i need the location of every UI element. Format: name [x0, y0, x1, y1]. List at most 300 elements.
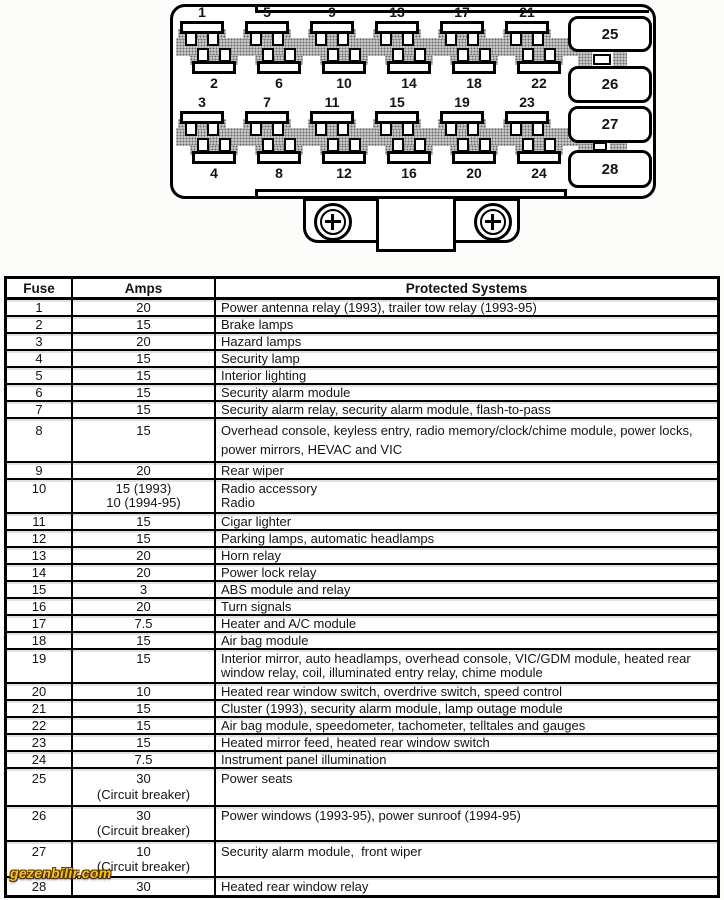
fuse-cell	[7, 385, 73, 400]
fuse-number: 8	[275, 165, 283, 181]
fuse-number-text: 23	[31, 735, 47, 750]
systems-cell	[216, 650, 717, 682]
fuse-leg	[219, 138, 231, 152]
table-row	[7, 807, 717, 842]
systems-text: Turn signals	[221, 599, 292, 614]
fuse-number: 9	[328, 4, 336, 20]
fuse-table	[4, 276, 720, 898]
systems-text: Hazard lamps	[221, 334, 302, 349]
systems-text: Air bag module, speedometer, tachometer, telltales and gauges	[221, 718, 586, 733]
fuse-number: 15	[389, 94, 405, 110]
amps-text: 15	[136, 531, 151, 546]
fuse-number: 19	[454, 94, 470, 110]
amps-text: 15	[136, 718, 151, 733]
fuse-leg	[510, 32, 522, 46]
amps-text: 20	[136, 565, 151, 580]
systems-cell	[216, 633, 717, 648]
fuse-cell	[7, 419, 73, 461]
systems-text: Heater and A/C module	[221, 616, 357, 631]
fuse-number: 11	[324, 94, 340, 110]
amps-text: 15	[136, 402, 151, 417]
amps-text: 20	[136, 463, 151, 478]
amps-cell	[73, 300, 216, 315]
systems-cell	[216, 514, 717, 529]
amps-text: 10 (1994-95)	[106, 495, 181, 510]
fuse-leg	[467, 32, 479, 46]
fuse-leg	[262, 138, 274, 152]
fuse-leg	[445, 32, 457, 46]
fuse-number-text: 24	[31, 752, 47, 767]
fuse-number-text: 16	[31, 599, 47, 614]
fuse-cell	[7, 718, 73, 733]
fuse-19	[440, 111, 484, 124]
table-row	[7, 368, 717, 385]
fuse-number: 12	[336, 165, 352, 181]
fuse-leg	[327, 138, 339, 152]
fuse-leg	[402, 32, 414, 46]
fuse-number-text: 6	[35, 385, 43, 400]
table-row	[7, 616, 717, 633]
fuse-leg	[272, 122, 284, 136]
systems-text: Rear wiper	[221, 463, 284, 478]
systems-text: Overhead console, keyless entry, radio memory/clock/chime module, power locks,	[221, 423, 693, 438]
amps-cell	[73, 807, 216, 840]
table-row	[7, 300, 717, 317]
amps-cell	[73, 650, 216, 682]
amps-text: 10	[136, 844, 151, 859]
fuse-number-text: 17	[31, 616, 47, 631]
amps-text: (Circuit breaker)	[96, 859, 191, 874]
systems-cell	[216, 531, 717, 546]
fuse-leg	[315, 122, 327, 136]
fuse-leg	[392, 138, 404, 152]
breaker-number: 27	[601, 116, 619, 133]
header-fuse: Fuse	[7, 279, 73, 297]
fuse-leg	[467, 122, 479, 136]
fuse-cell	[7, 531, 73, 546]
fuse-leg	[380, 32, 392, 46]
fuse-number-text: 19	[31, 651, 47, 666]
table-row	[7, 419, 717, 463]
amps-text: (Circuit breaker)	[96, 822, 191, 838]
fuse-number: 18	[466, 75, 482, 91]
amps-cell	[73, 633, 216, 648]
fuse-14	[387, 61, 431, 74]
breaker-connector-leg	[593, 54, 611, 65]
fuse-cell	[7, 480, 73, 512]
mounting-tab	[376, 199, 456, 252]
amps-cell	[73, 368, 216, 383]
amps-text: 20	[136, 599, 151, 614]
table-row	[7, 633, 717, 650]
fuse-leg	[272, 32, 284, 46]
fuse-leg	[544, 48, 556, 62]
table-row	[7, 565, 717, 582]
amps-cell	[73, 616, 216, 631]
fuse-number-text: 21	[31, 701, 47, 716]
fuse-leg	[414, 138, 426, 152]
systems-text: Brake lamps	[221, 317, 294, 332]
table-row	[7, 582, 717, 599]
breaker-connector	[578, 50, 592, 67]
amps-text: 15	[136, 514, 151, 529]
systems-cell	[216, 752, 717, 767]
systems-text: power mirrors, HEVAC and VIC	[221, 442, 403, 457]
amps-cell	[73, 480, 216, 512]
systems-cell	[216, 616, 717, 631]
fuse-cell	[7, 334, 73, 349]
fuse-number-text: 27	[31, 844, 47, 859]
fuse-number-text: 5	[35, 368, 43, 383]
breaker-box-26	[568, 66, 652, 103]
fuse-cell	[7, 300, 73, 315]
systems-cell	[216, 735, 717, 750]
fuse-number-text: 1	[35, 300, 43, 315]
fuse-23	[505, 111, 549, 124]
fuse-number-text: 25	[31, 771, 47, 786]
fuse-cell	[7, 351, 73, 366]
amps-text: 15	[136, 385, 151, 400]
systems-cell	[216, 769, 717, 805]
fuse-cell	[7, 684, 73, 699]
table-row	[7, 514, 717, 531]
fuse-leg	[457, 138, 469, 152]
table-row	[7, 878, 717, 895]
fuse-leg	[522, 48, 534, 62]
amps-cell	[73, 582, 216, 597]
systems-text: Power lock relay	[221, 565, 317, 580]
fuse-number: 21	[519, 4, 535, 20]
watermark: gezenbilir.com	[10, 865, 112, 881]
fuse-number-text: 13	[31, 548, 47, 563]
systems-text: ABS module and relay	[221, 582, 351, 597]
systems-text: Security alarm relay, security alarm module, flash-to-pass	[221, 402, 551, 417]
systems-cell	[216, 463, 717, 478]
fuse-leg	[197, 48, 209, 62]
fuse-13	[375, 21, 419, 34]
fusebox-diagram	[0, 0, 724, 276]
fuse-number: 14	[401, 75, 417, 91]
amps-cell	[73, 385, 216, 400]
systems-text: Radio	[221, 495, 255, 510]
fuse-leg	[262, 48, 274, 62]
fuse-leg	[532, 32, 544, 46]
fuse-number: 1	[198, 4, 206, 20]
fuse-number-text: 28	[31, 879, 47, 894]
fuse-leg	[219, 48, 231, 62]
amps-text: 30	[136, 808, 151, 823]
fuse-number: 17	[454, 4, 470, 20]
table-body	[7, 300, 717, 895]
amps-cell	[73, 565, 216, 580]
systems-text: Security alarm module	[221, 385, 351, 400]
fuse-leg	[250, 122, 262, 136]
fuse-number: 6	[275, 75, 283, 91]
systems-text: Interior lighting	[221, 368, 307, 383]
fuse-leg	[479, 138, 491, 152]
table-row	[7, 769, 717, 807]
fuse-number: 16	[401, 165, 417, 181]
systems-cell	[216, 385, 717, 400]
systems-text: Heated rear window switch, overdrive switch, speed control	[221, 684, 563, 699]
systems-text: Heated mirror feed, heated rear window switch	[221, 735, 490, 750]
fuse-cell	[7, 633, 73, 648]
amps-cell	[73, 701, 216, 716]
fuse-cell	[7, 368, 73, 383]
fuse-cell	[7, 616, 73, 631]
fuse-leg	[284, 138, 296, 152]
fuse-17	[440, 21, 484, 34]
fuse-number: 20	[466, 165, 482, 181]
fuse-leg	[315, 32, 327, 46]
fuse-cell	[7, 650, 73, 682]
fuse-leg	[479, 48, 491, 62]
fuse-cell	[7, 752, 73, 767]
amps-cell	[73, 599, 216, 614]
amps-cell	[73, 531, 216, 546]
table-row	[7, 718, 717, 735]
fuse-4	[192, 151, 236, 164]
fuse-10	[322, 61, 366, 74]
amps-text: 15	[136, 351, 151, 366]
fuse-cell	[7, 514, 73, 529]
fuse-number: 10	[336, 75, 352, 91]
fuse-cell	[7, 735, 73, 750]
fuse-number-text: 11	[32, 514, 46, 529]
amps-cell	[73, 334, 216, 349]
header-systems: Protected Systems	[405, 280, 528, 296]
amps-cell	[73, 752, 216, 767]
fuse-cell	[7, 599, 73, 614]
amps-text: 20	[136, 334, 151, 349]
amps-cell	[73, 769, 216, 805]
amps-text: 30	[136, 879, 151, 894]
systems-text: Security alarm module, front wiper	[221, 844, 422, 859]
fuse-number: 5	[263, 4, 271, 20]
table-row	[7, 463, 717, 480]
systems-cell	[216, 334, 717, 349]
fuse-cell	[7, 582, 73, 597]
table-row	[7, 684, 717, 701]
fuse-number-text: 3	[35, 334, 43, 349]
fuse-21	[505, 21, 549, 34]
systems-cell	[216, 548, 717, 563]
fuse-number: 7	[263, 94, 271, 110]
table-row	[7, 548, 717, 565]
fuse-leg	[185, 122, 197, 136]
systems-text: window relay, coil, illuminated entry relay, chime module	[221, 665, 543, 680]
fuse-20	[452, 151, 496, 164]
fuse-24	[517, 151, 561, 164]
fuse-number: 4	[210, 165, 218, 181]
fuse-leg	[327, 48, 339, 62]
fuse-leg	[414, 48, 426, 62]
systems-cell	[216, 565, 717, 580]
fuse-cell	[7, 463, 73, 478]
breaker-box-25	[568, 16, 652, 52]
fuse-leg	[207, 122, 219, 136]
fuse-8	[257, 151, 301, 164]
fuse-3	[180, 111, 224, 124]
fuse-12	[322, 151, 366, 164]
amps-text: 7.5	[134, 616, 153, 631]
fuse-number-text: 18	[31, 633, 47, 648]
fuse-leg	[457, 48, 469, 62]
table-row	[7, 385, 717, 402]
fuse-16	[387, 151, 431, 164]
amps-text: 30	[136, 771, 151, 786]
fuse-cell	[7, 402, 73, 417]
fuse-leg	[445, 122, 457, 136]
amps-text: 7.5	[134, 752, 153, 767]
fuse-5	[245, 21, 289, 34]
amps-cell	[73, 317, 216, 332]
breaker-box-28	[568, 150, 652, 188]
fuse-leg	[284, 48, 296, 62]
systems-cell	[216, 878, 717, 895]
systems-text: Cluster (1993), security alarm module, lamp outage module	[221, 701, 563, 716]
fuse-leg	[250, 32, 262, 46]
systems-cell	[216, 701, 717, 716]
fuse-7	[245, 111, 289, 124]
fuse-number: 22	[531, 75, 547, 91]
fuse-number-text: 20	[31, 684, 47, 699]
fuse-number-text: 9	[35, 463, 43, 478]
screw-cross-v	[491, 214, 494, 230]
fuse-15	[375, 111, 419, 124]
fuse-22	[517, 61, 561, 74]
fuse-number: 23	[519, 94, 535, 110]
amps-cell	[73, 718, 216, 733]
amps-cell	[73, 735, 216, 750]
breaker-number: 26	[601, 76, 619, 93]
systems-cell	[216, 807, 717, 840]
amps-cell	[73, 684, 216, 699]
fuse-1	[180, 21, 224, 34]
table-header	[7, 279, 717, 300]
fuse-leg	[402, 122, 414, 136]
fuse-number: 2	[210, 75, 218, 91]
systems-cell	[216, 599, 717, 614]
systems-cell	[216, 402, 717, 417]
fuse-cell	[7, 807, 73, 840]
amps-text: 15	[136, 317, 151, 332]
systems-text: Parking lamps, automatic headlamps	[221, 531, 435, 546]
breaker-connector	[613, 50, 627, 67]
fuse-cell	[7, 565, 73, 580]
breaker-number: 25	[601, 25, 619, 43]
lid-seam-bottom-step-left	[255, 189, 258, 198]
systems-cell	[216, 718, 717, 733]
fuse-cell	[7, 769, 73, 805]
fuse-leg	[510, 122, 522, 136]
fuse-number-text: 8	[35, 423, 43, 438]
fuse-18	[452, 61, 496, 74]
table-row	[7, 480, 717, 514]
systems-cell	[216, 582, 717, 597]
fuse-number: 3	[198, 94, 206, 110]
amps-text: 10	[136, 684, 151, 699]
table-row	[7, 351, 717, 368]
systems-cell	[216, 368, 717, 383]
fuse-11	[310, 111, 354, 124]
fuse-leg	[197, 138, 209, 152]
fuse-number-text: 12	[31, 531, 47, 546]
breaker-box-27	[568, 106, 652, 143]
amps-text: 15	[136, 735, 151, 750]
systems-text: Security lamp	[221, 351, 300, 366]
fuse-leg	[544, 138, 556, 152]
fuse-leg	[532, 122, 544, 136]
table-row	[7, 531, 717, 548]
fuse-6	[257, 61, 301, 74]
fuse-number: 13	[389, 4, 405, 20]
fuse-leg	[349, 48, 361, 62]
amps-text: 15 (1993)	[115, 481, 172, 496]
table-row	[7, 650, 717, 684]
systems-text: Power seats	[221, 771, 293, 786]
header-amps: Amps	[73, 279, 216, 297]
table-row	[7, 317, 717, 334]
amps-cell	[73, 514, 216, 529]
fuse-number: 24	[531, 165, 547, 181]
systems-text: Radio accessory	[221, 481, 318, 496]
amps-cell	[73, 351, 216, 366]
screw-cross-v	[331, 214, 334, 230]
systems-cell	[216, 480, 717, 512]
amps-cell	[73, 419, 216, 461]
fuse-number-text: 10	[31, 481, 47, 496]
fuse-cell	[7, 548, 73, 563]
lid-seam-bottom	[255, 189, 567, 192]
systems-text: Instrument panel illumination	[221, 752, 387, 767]
fuse-leg	[522, 138, 534, 152]
amps-text: (Circuit breaker)	[96, 787, 191, 802]
amps-text: 3	[139, 582, 148, 597]
fuse-leg	[392, 48, 404, 62]
amps-cell	[73, 463, 216, 478]
systems-cell	[216, 317, 717, 332]
lid-seam-bottom-step-right	[564, 189, 567, 198]
amps-text: 20	[136, 300, 151, 315]
amps-text: 15	[136, 651, 151, 666]
amps-text: 15	[136, 633, 151, 648]
fuse-number-text: 7	[35, 402, 43, 417]
systems-text: Horn relay	[221, 548, 281, 563]
table-row	[7, 842, 717, 878]
fuse-cell	[7, 701, 73, 716]
systems-cell	[216, 684, 717, 699]
fuse-number-text: 2	[35, 317, 43, 332]
fuse-leg	[337, 122, 349, 136]
breaker-number: 28	[601, 160, 619, 178]
fuse-number-text: 22	[31, 718, 47, 733]
systems-text: Heated rear window relay	[221, 879, 369, 894]
table-row	[7, 599, 717, 616]
table-row	[7, 735, 717, 752]
fuse-2	[192, 61, 236, 74]
fuse-leg	[380, 122, 392, 136]
fuse-number-text: 14	[31, 565, 47, 580]
systems-cell	[216, 842, 717, 876]
fuse-leg	[185, 32, 197, 46]
systems-text: Interior mirror, auto headlamps, overhead console, VIC/GDM module, heated rear	[221, 651, 691, 666]
systems-cell	[216, 351, 717, 366]
systems-cell	[216, 300, 717, 315]
table-row	[7, 402, 717, 419]
amps-text: 15	[136, 701, 151, 716]
systems-text: Air bag module	[221, 633, 309, 648]
